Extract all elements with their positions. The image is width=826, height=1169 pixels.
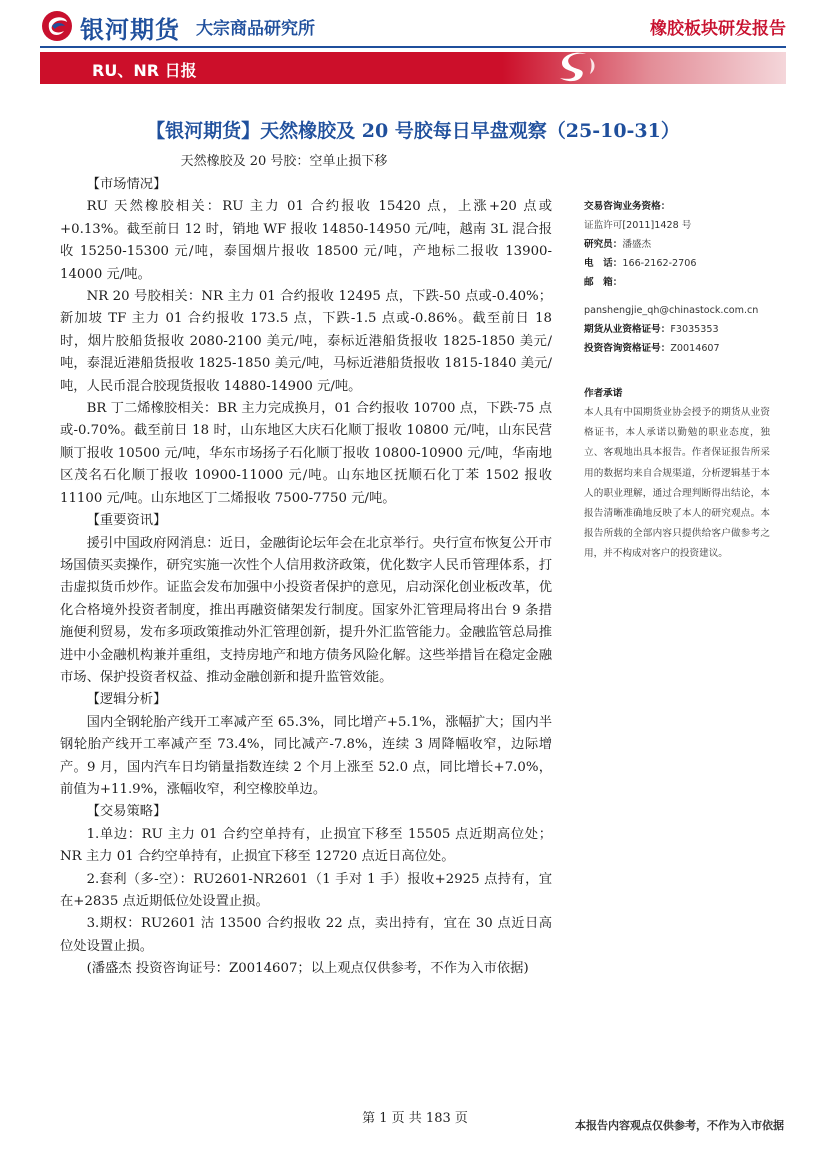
email-link[interactable]: panshengjie_qh@chinastock.com.cn	[584, 305, 759, 316]
qualification-value: 证监许可[2011]1428 号	[584, 220, 692, 231]
band-swoosh-icon	[556, 50, 600, 86]
institute-name: 大宗商品研究所	[196, 19, 315, 39]
band-title: RU、NR 日报	[92, 61, 197, 80]
researcher-name: 潘盛杰	[622, 239, 652, 250]
author-sidebar	[584, 197, 770, 565]
phone-label: 电 话：	[584, 258, 623, 269]
report-subtitle: 天然橡胶及 20 号胶：空单止损下移	[180, 154, 388, 169]
section-heading-market: 【市场情况】	[86, 177, 167, 192]
strategy-item-1: 1.单边：RU 主力 01 合约空单持有，止损宜下移至 15505 点近期高位处；NR 主力 01 合约空单持有，止损宜下移至 12720 点近日高位处。	[60, 826, 552, 865]
section-heading-news: 【重要资讯】	[86, 513, 167, 529]
report-type-label: 橡胶板块研发报告	[650, 19, 786, 39]
page-number: 第 1 页 共 183 页	[362, 1111, 468, 1126]
galaxy-logo-icon	[40, 10, 74, 42]
phone-value: 166-2162-2706	[622, 258, 697, 269]
paragraph-ru: RU 天然橡胶相关：RU 主力 01 合约报收 15420 点，上涨+20 点或+0.13%。截至前日 12 时，销地 WF 报收 14850-14950 元/吨，越南 3L 混合报收 15250-15300 元/吨，泰国烟片报收 18500 元/吨，产地标二报收 13900-14000 元/吨。	[60, 199, 552, 282]
paragraph-logic: 国内全钢轮胎产线开工率减产至 65.3%，同比增产+5.1%，涨幅扩大；国内半钢轮胎产线开工率减产至 73.4%，同比减产-7.8%，连续 3 周降幅收窄，边际增产。9 月，国内汽车日均销量指数连续 2 个月上涨至 52.0 点，同比增长+7.0%，前值为+11.9%，涨幅收窄，利空橡胶单边。	[60, 714, 552, 797]
report-title: 【银河期货】天然橡胶及 20 号胶每日早盘观察（25-10-31）	[146, 120, 680, 142]
invest-cert-value: Z0014607	[670, 343, 720, 354]
footer-disclaimer: 本报告内容观点仅供参考，不作为入市依据	[575, 1119, 784, 1132]
commitment-title: 作者承诺	[584, 388, 623, 399]
futures-cert-value: F3035353	[670, 324, 719, 335]
section-heading-logic: 【逻辑分析】	[86, 692, 167, 708]
paragraph-nr: NR 20 号胶相关：NR 主力 01 合约报收 12495 点，下跌-50 点或-0.40%；新加坡 TF 主力 01 合约报收 173.5 点，下跌-1.5 点或-0.86%。截至前日 18 时，烟片胶船货报收 2080-2100 美元/吨，泰标近港船货报收 1825-1850 美元/吨，泰混近港船货报收 1825-1850 美元/吨，马标近港船货报收 1815-1840 美元/吨，人民币混合胶现货报收 14880-14900 元/吨。	[60, 289, 552, 394]
report-body	[60, 174, 552, 981]
header-divider	[40, 46, 786, 48]
futures-cert-label: 期货从业资格证号：	[584, 324, 671, 335]
section-heading-strategy: 【交易策略】	[86, 804, 167, 820]
commitment-text: 本人具有中国期货业协会授予的期货从业资格证书，本人承诺以勤勉的职业态度，独立、客观地出具本报告。作者保证报告所采用的数据均来自合规渠道，分析逻辑基于本人的职业理解，通过合理判断得出结论，本报告清晰准确地反映了本人的研究观点。本报告所载的全部内容只提供给客户做参考之用，并不构成对客户的投资建议。	[584, 407, 770, 560]
signoff: (潘盛杰 投资咨询证号：Z0014607；以上观点仅供参考，不作为入市依据)	[86, 961, 529, 977]
qualification-title: 交易咨询业务资格：	[584, 201, 671, 212]
paragraph-news: 援引中国政府网消息：近日，金融街论坛年会在北京举行。央行宣布恢复公开市场国债买卖操作，研究实施一次性个人信用救济政策，优化数字人民币管理体系，打击虚拟货币炒作。证监会发布加强中小投资者保护的意见，启动深化创业板改革，优化合格境外投资者制度，推出再融资储架发行制度。国家外汇管理局将出台 9 条措施便利贸易，发布多项政策推动外汇管理创新，提升外汇监管能力。金融监管总局推进中小金融机构兼并重组，支持房地产和地方债务风险化解。这些举措旨在稳定金融市场、保护投资者权益、推动金融创新和提升监管效能。	[60, 535, 552, 685]
paragraph-br: BR 丁二烯橡胶相关：BR 主力完成换月，01 合约报收 10700 点，下跌-75 点或-0.70%。截至前日 18 时，山东地区大庆石化顺丁报收 10800 元/吨，山东民营顺丁报收 10500 元/吨，华东市场扬子石化顺丁报收 10800-10900 元/吨，华南地区茂名石化顺丁报收 10900-11000 元/吨。山东地区抚顺石化丁苯 1502 报收 11100 元/吨。山东地区丁二烯报收 7500-7750 元/吨。	[60, 401, 552, 506]
strategy-item-2: 2.套利（多-空）：RU2601-NR2601（1 手对 1 手）报收+2925 点持有，宜在+2835 点近期低位处设置止损。	[60, 871, 552, 909]
strategy-item-3: 3.期权：RU2601 沽 13500 合约报收 22 点，卖出持有，宜在 30 点近日高位处设置止损。	[60, 916, 552, 954]
researcher-label: 研究员：	[584, 239, 623, 250]
email-label: 邮 箱：	[584, 277, 623, 288]
brand-name: 银河期货	[80, 16, 180, 44]
invest-cert-label: 投资咨询资格证号：	[584, 343, 671, 354]
